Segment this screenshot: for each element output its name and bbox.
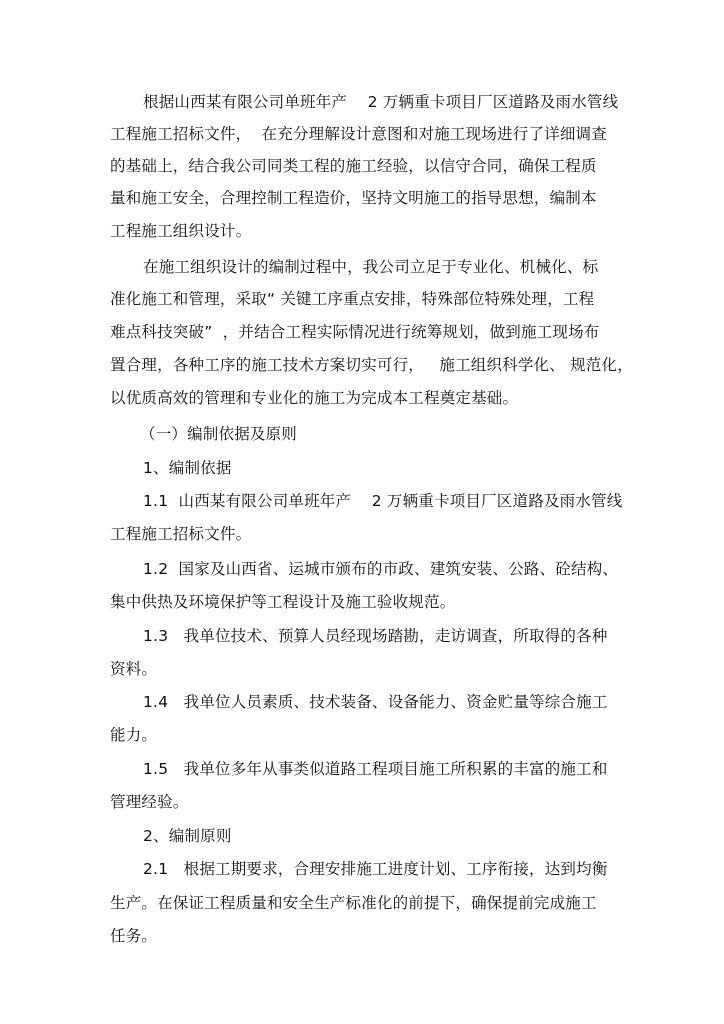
list-item-line: 2.1 根据工期要求，合理安排施工进度计划、工序衔接，达到均衡: [143, 860, 608, 878]
subsection-heading: 2、编制原则: [143, 827, 232, 845]
paragraph-line: 工程施工招标文件， 在充分理解设计意图和对施工现场进行了详细调查: [110, 125, 607, 143]
list-item-line: 1.5 我单位多年从事类似道路工程项目施工所积累的丰富的施工和: [143, 760, 608, 778]
list-item-line: 集中供热及环境保护等工程设计及施工验收规范。: [110, 593, 456, 611]
paragraph-line: 准化施工和管理，采取“ 关键工序重点安排，特殊部位特殊处理，工程: [110, 290, 595, 308]
list-item-line: 1.4 我单位人员素质、技术装备、设备能力、资金贮量等综合施工: [143, 693, 608, 711]
list-item-line: 任务。: [110, 927, 158, 945]
paragraph-line: 在施工组织设计的编制过程中，我公司立足于专业化、机械化、标: [143, 258, 599, 276]
list-item-line: 1.2 国家及山西省、运城市颁布的市政、建筑安装、公路、砼结构、: [143, 560, 619, 578]
list-item-line: 资料。: [110, 660, 158, 678]
list-item-line: 能力。: [110, 726, 158, 744]
paragraph-line: 以优质高效的管理和专业化的施工为完成本工程奠定基础。: [110, 389, 519, 407]
list-item-line: 工程施工招标文件。: [110, 525, 252, 543]
list-item-line: 管理经验。: [110, 793, 189, 811]
paragraph-line: 难点科技突破” ，并结合工程实际情况进行统筹规划，做到施工现场布: [110, 323, 600, 341]
paragraph-line: 量和施工安全，合理控制工程造价，坚持文明施工的指导思想，编制本: [110, 189, 597, 207]
list-item-line: 1.1 山西某有限公司单班年产 2 万辆重卡项目厂区道路及雨水管线: [143, 492, 623, 510]
list-item-line: 1.3 我单位技术、预算人员经现场踏勘，走访调查，所取得的各种: [143, 627, 608, 645]
paragraph-line: 根据山西某有限公司单班年产 2 万辆重卡项目厂区道路及雨水管线: [143, 93, 619, 111]
paragraph-line: 工程施工组织设计。: [110, 222, 252, 240]
paragraph-line: 置合理，各种工序的施工技术方案切实可行， 施工组织科学化、 规范化，: [110, 356, 633, 374]
subsection-heading: 1、编制依据: [143, 459, 232, 477]
paragraph-line: 的基础上，结合我公司同类工程的施工经验，以信守合同，确保工程质: [110, 157, 597, 175]
list-item-line: 生产。在保证工程质量和安全生产标准化的前提下，确保提前完成施工: [110, 894, 597, 912]
section-heading: （一）编制依据及原则: [140, 425, 298, 443]
